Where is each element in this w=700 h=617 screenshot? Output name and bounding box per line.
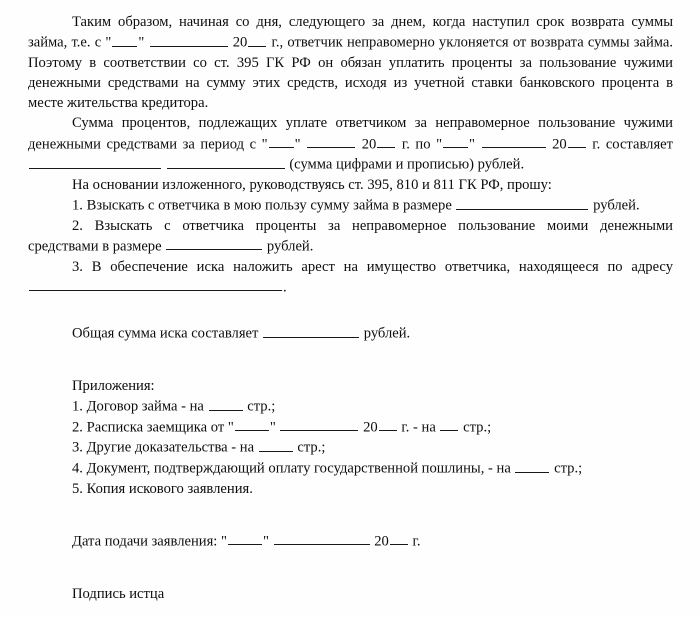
paragraph-interest-amount (28, 113, 673, 174)
attachment-2-quote: " (269, 419, 276, 436)
filing-date-year-prefix: 20 (374, 533, 389, 550)
blank-filing-month[interactable] (274, 531, 370, 545)
blank-total-amount[interactable] (263, 323, 359, 337)
claim1-text-before: 1. Взыскать с ответчика в мою пользу сумму займа в размере (72, 197, 452, 214)
blank-year-2[interactable] (377, 134, 395, 148)
p2-segment-7: г. составляет (592, 136, 674, 153)
attachment-2-suffix: стр.; (463, 419, 492, 436)
blank-pages-3[interactable] (259, 437, 293, 451)
claim3-text-before: 3. В обеспечение иска наложить арест на имущество ответчика, находящееся по адресу (72, 258, 673, 275)
blank-month-3[interactable] (482, 134, 546, 148)
blank-pages-1[interactable] (209, 396, 243, 410)
p1-segment-2: " (138, 34, 145, 51)
blank-year-1[interactable] (248, 32, 266, 46)
claim-item-3 (28, 257, 673, 298)
attachment-item-3 (72, 437, 673, 458)
filing-date-line (28, 531, 673, 552)
blank-year-3[interactable] (568, 134, 586, 148)
paragraph-interest-accrual (28, 12, 673, 113)
blank-receipt-day[interactable] (235, 417, 269, 431)
blank-interest-sum-digits[interactable] (29, 154, 161, 168)
p2-segment-5: " (469, 136, 475, 153)
signature-label: Подпись истца (72, 585, 165, 602)
attachment-item-2 (72, 417, 673, 438)
blank-property-address[interactable] (29, 277, 282, 291)
blank-interest-amount[interactable] (166, 236, 262, 250)
total-claim-line (28, 323, 673, 344)
spacer-before-attachments (28, 344, 673, 376)
filing-date-label: Дата подачи заявления: " (72, 533, 227, 550)
blank-month-1[interactable] (150, 32, 228, 46)
attachment-4-label: 4. Документ, подтверждающий оплату государственной пошлины, - на (72, 460, 511, 477)
blank-day-1[interactable] (112, 32, 137, 46)
blank-day-2[interactable] (269, 134, 294, 148)
blank-filing-year[interactable] (390, 531, 408, 545)
blank-receipt-year[interactable] (379, 417, 397, 431)
attachment-item-1 (72, 396, 673, 417)
claim-item-2 (28, 216, 673, 257)
p2-segment-2: " (294, 136, 301, 153)
total-text-before: Общая сумма иска составляет (72, 325, 259, 342)
blank-interest-sum-words[interactable] (167, 154, 285, 168)
p2-segment-8: (сумма цифрами и прописью) рублей. (289, 156, 525, 173)
blank-pages-4[interactable] (515, 458, 549, 472)
spacer-before-total (28, 297, 673, 323)
blank-loan-amount[interactable] (456, 195, 588, 209)
blank-day-3[interactable] (443, 134, 468, 148)
attachment-1-suffix: стр.; (247, 398, 276, 415)
spacer-before-signature (28, 552, 673, 584)
attachment-3-label: 3. Другие доказательства - на (72, 439, 255, 456)
paragraph-legal-basis (28, 175, 673, 195)
blank-month-2[interactable] (307, 134, 355, 148)
attachment-3-suffix: стр.; (297, 439, 326, 456)
legal-basis-text: На основании изложенного, руководствуясь ст. 395, 810 и 811 ГК РФ, прошу: (72, 176, 552, 193)
p1-segment-1: Таким образом, начиная со дня, следующего за днем, когда наступил срок возврата суммы займа, т.е. с " (28, 14, 673, 51)
attachment-1-label: 1. Договор займа - на (72, 398, 204, 415)
attachments-heading: Приложения: (72, 378, 155, 394)
p2-segment-1: Сумма процентов, подлежащих уплате ответчиком за неправомерное пользование чужими денежными средствами за период с " (28, 115, 673, 153)
attachment-item-5 (72, 479, 673, 499)
p2-segment-3: 20 (361, 136, 377, 153)
blank-pages-2[interactable] (440, 417, 458, 431)
blank-receipt-month[interactable] (280, 417, 358, 431)
filing-date-quote: " (262, 533, 269, 550)
claim2-text-after: рублей. (266, 238, 314, 255)
total-text-after: рублей. (363, 325, 411, 342)
attachment-2-label: 2. Расписка заемщика от " (72, 419, 234, 436)
claim3-text-after: . (283, 279, 287, 296)
claim2-text-before: 2. Взыскать с ответчика проценты за неправомерное пользование моими денежными средствами в размере (28, 217, 673, 255)
p1-segment-3: 20 (232, 34, 248, 51)
filing-date-suffix: г. (412, 533, 421, 550)
attachment-5-label: 5. Копия искового заявления. (72, 480, 253, 497)
blank-filing-day[interactable] (228, 531, 262, 545)
attachment-4-suffix: стр.; (554, 460, 583, 477)
p2-segment-6: 20 (552, 136, 567, 153)
spacer-before-date (28, 499, 673, 531)
p2-segment-4: г. по " (401, 136, 443, 153)
claim-item-1 (28, 195, 673, 216)
attachment-2-mid: г. - на (401, 419, 436, 436)
attachments-section (28, 376, 673, 499)
claim1-text-after: рублей. (593, 197, 640, 214)
attachment-item-4 (72, 458, 673, 479)
p1-segment-4: г., ответчик неправомерно уклоняется от возврата суммы займа. Поэтому в соответствии со ст. 395 ГК РФ он обязан уплатить проценты за пользование чужими денежными средствами на сумму этих средств, исходя из учетной ставки банковского процента в месте жительства кредитора. (28, 34, 674, 112)
attachment-2-year-prefix: 20 (363, 419, 378, 436)
